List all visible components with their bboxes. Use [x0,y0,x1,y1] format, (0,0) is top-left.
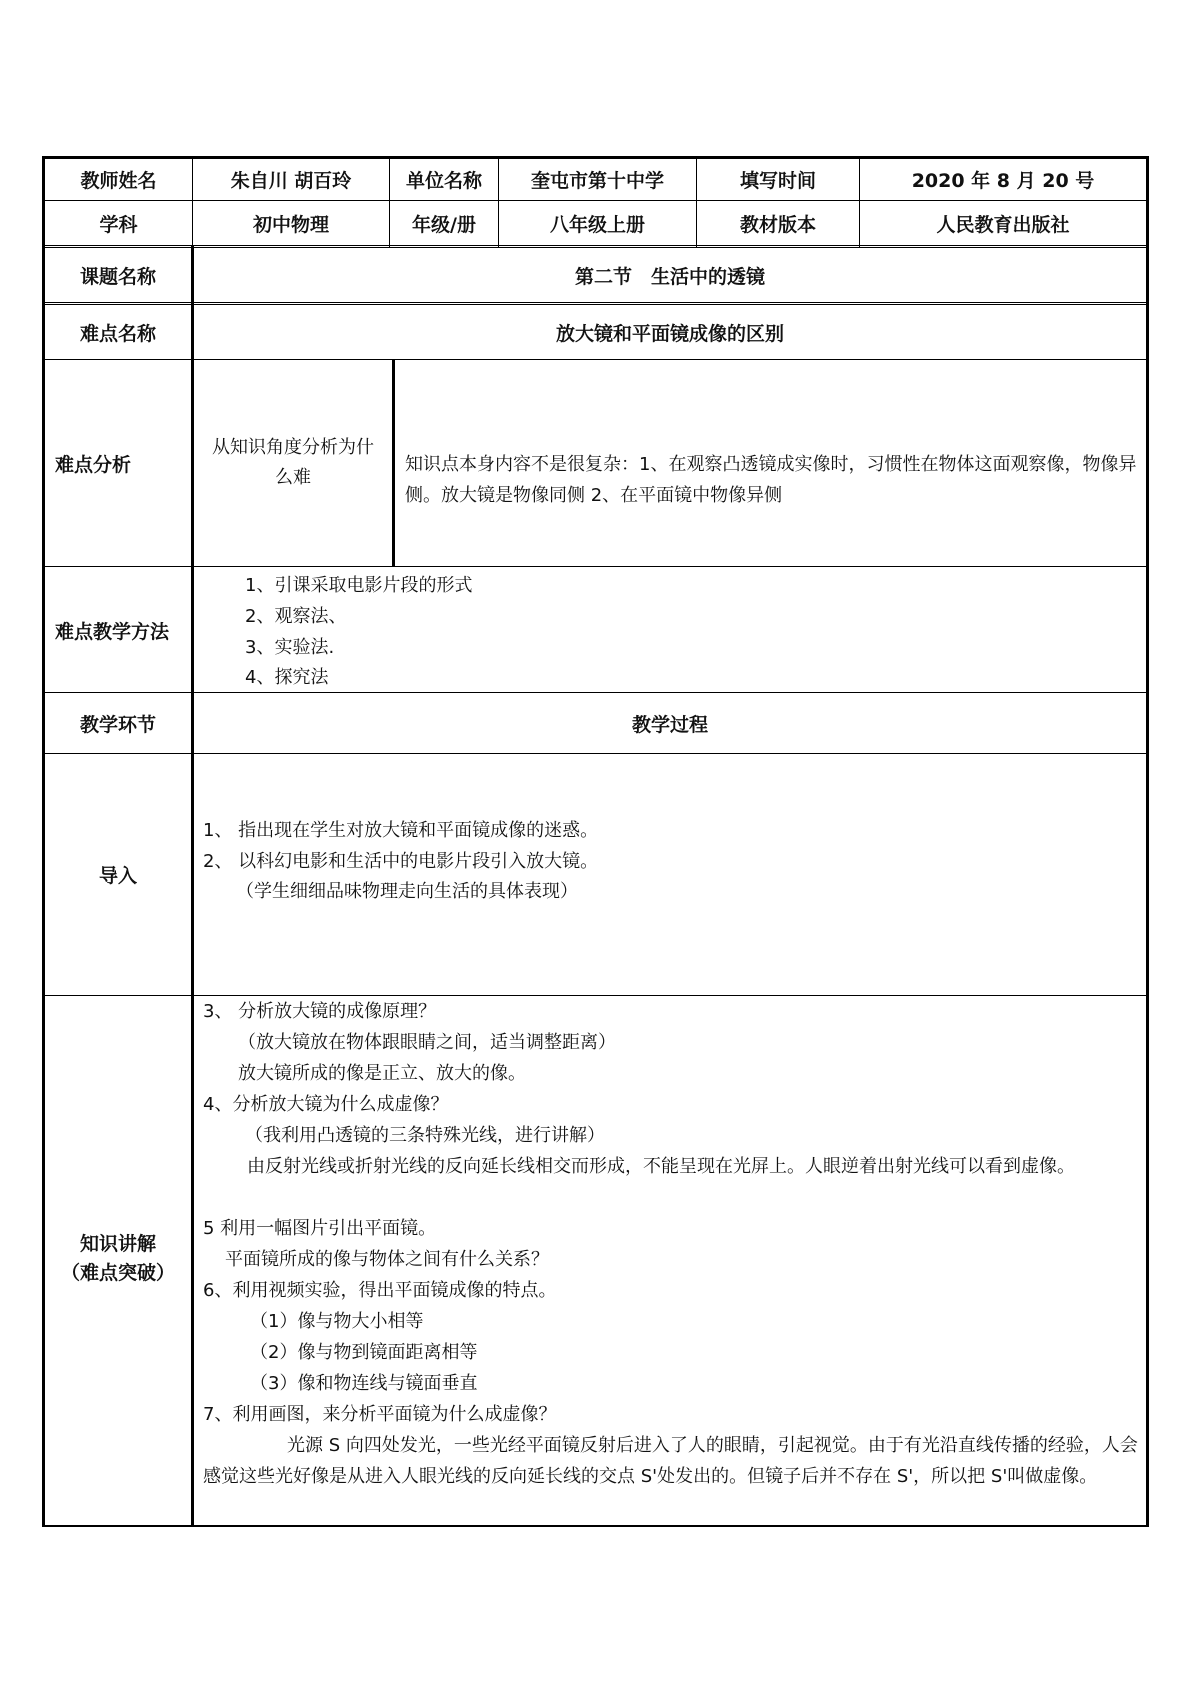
knowledge-line: 放大镜所成的像是正立、放大的像。 [238,1063,526,1084]
knowledge-label-line1: 知识讲解 [79,1233,156,1255]
analysis-sub-label: 从知识角度分析为什么难 [212,437,374,488]
intro-line: 2、 以科幻电影和生活中的电影片段引入放大镜。 [203,851,599,872]
methods-label: 难点教学方法 [55,621,170,643]
grade-value: 八年级上册 [549,213,645,236]
method-item: 2、观察法、 [245,606,347,627]
knowledge-label-line2: （难点突破） [60,1262,175,1284]
border-bottom [43,1525,1149,1527]
border-col1 [191,246,194,1527]
method-item: 3、实验法. [245,637,335,658]
method-item: 4、探究法 [245,667,329,688]
teacher-label: 教师姓名 [80,170,157,192]
subject-label: 学科 [99,213,138,236]
knowledge-line: （放大镜放在物体跟眼睛之间，适当调整距离） [238,1032,616,1053]
knowledge-label [45,1230,191,1288]
intro-line: 1、 指出现在学生对放大镜和平面镜成像的迷惑。 [203,820,599,841]
process-value: 教学过程 [631,713,708,736]
knowledge-line: 5 利用一幅图片引出平面镜。 [203,1218,437,1239]
border-row5 [43,566,1149,567]
border-right [1146,156,1149,1527]
method-item: 1、引课采取电影片段的形式 [245,575,473,596]
edition-value: 人民教育出版社 [936,213,1070,236]
knowledge-paragraph: 由反射光线或折射光线的反向延长线相交而形成，不能呈现在光屏上。人眼逆着出射光线可以看到虚像。 [247,1156,1075,1177]
knowledge-line: （我利用凸透镜的三条特殊光线，进行讲解） [245,1125,605,1146]
topic-label: 课题名称 [79,265,156,288]
border-row2a [43,245,1149,246]
knowledge-line: 3、 分析放大镜的成像原理？ [203,1001,437,1022]
topic-value: 第二节 生活中的透镜 [574,265,765,288]
analysis-content: 知识点本身内容不是很复杂：1、在观察凸透镜成实像时，习惯性在物体这面观察像，物像异侧。放大镜是物像同侧 2、在平面镜中物像异侧 [405,454,1137,506]
difficulty-label: 难点名称 [79,322,156,345]
knowledge-line: 6、利用视频实验，得出平面镜成像的特点。 [203,1280,557,1301]
process-label: 教学环节 [79,713,156,736]
knowledge-line: 平面镜所成的像与物体之间有什么关系？ [225,1249,549,1270]
difficulty-value: 放大镜和平面镜成像的区别 [555,322,784,345]
teacher-value: 朱自川 胡百玲 [230,170,352,192]
border-row3a [43,302,1149,303]
knowledge-line: 7、利用画图，来分析平面镜为什么成虚像？ [203,1404,557,1425]
border-analysis-split [392,359,395,566]
date-value: 2020 年 8 月 20 号 [911,170,1095,192]
knowledge-paragraph: 光源 S 向四处发光，一些光经平面镜反射后进入了人的眼睛，引起视觉。由于有光沿直线传播的经验，人会感觉这些光好像是从进入人眼光线的反向延长线的交点 S'处发出的。但镜子后并不存在 S'，所以把 S'叫做虚像。 [203,1435,1138,1487]
unit-label: 单位名称 [405,170,482,192]
knowledge-line: （3）像和物连线与镜面垂直 [250,1373,478,1394]
analysis-label: 难点分析 [55,454,132,476]
knowledge-line: （1）像与物大小相等 [250,1311,424,1332]
subject-value: 初中物理 [252,213,329,236]
edition-label: 教材版本 [739,213,816,236]
knowledge-line: （2）像与物到镜面距离相等 [250,1342,478,1363]
border-row7 [43,753,1149,754]
date-label: 填写时间 [739,170,816,192]
grade-label: 年级/册 [412,213,476,236]
unit-value: 奎屯市第十中学 [530,170,664,192]
intro-line: （学生细细品味物理走向生活的具体表现） [236,881,578,902]
intro-label: 导入 [98,865,137,887]
knowledge-line: 4、分析放大镜为什么成虚像？ [203,1094,449,1115]
